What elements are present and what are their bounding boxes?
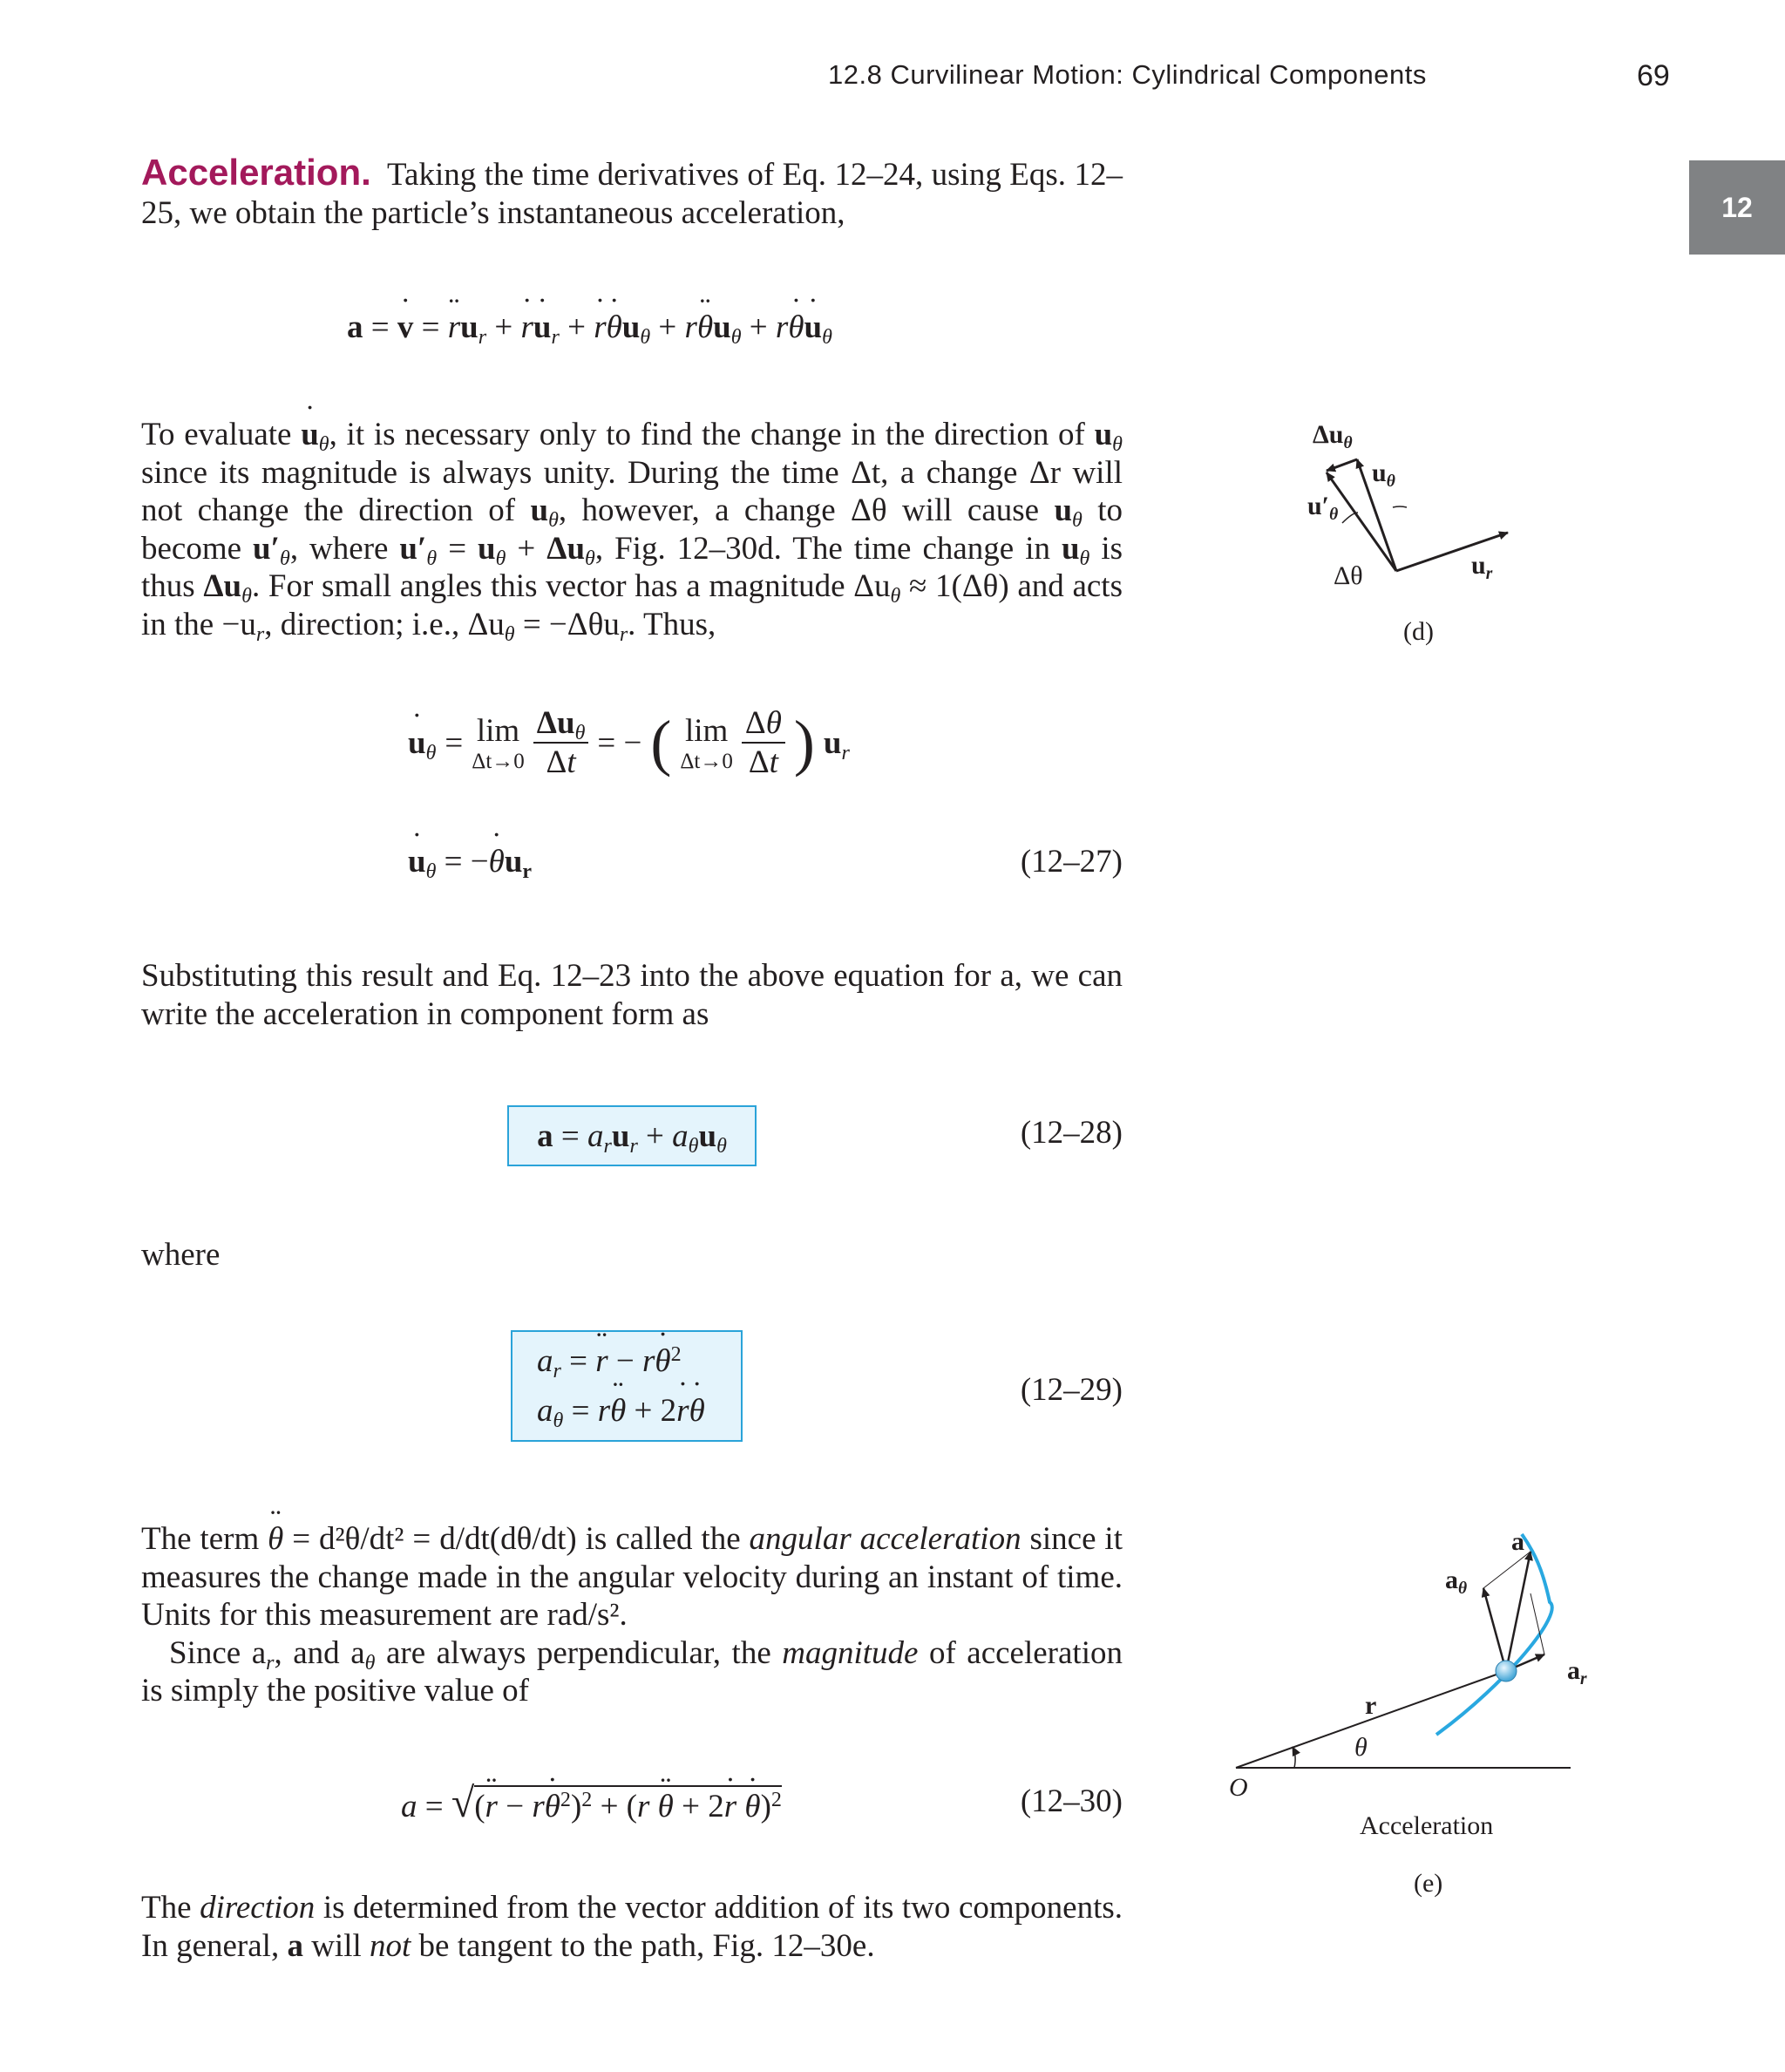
figure-d-delta-theta-label: Δθ xyxy=(1334,561,1363,590)
figure-e-a-label: a xyxy=(1511,1527,1524,1556)
figure-d-delta-u-theta-label: $\Delta u_\theta$ xyxy=(1313,420,1353,452)
a-theta-vector xyxy=(1483,1588,1506,1671)
figure-e-r-label: r xyxy=(1365,1691,1377,1720)
path-curve xyxy=(1436,1534,1552,1735)
equation-number-12-27: (12–27) xyxy=(1020,844,1123,880)
figure-e-caption: Acceleration xyxy=(1360,1811,1494,1840)
particle xyxy=(1496,1661,1517,1681)
figure-e-a-theta-label: $a_\theta$ xyxy=(1445,1566,1468,1598)
figure-e-theta-label: θ xyxy=(1354,1733,1368,1762)
substitution-paragraph: Substituting this result and Eq. 12–23 into the above equation for a, we can write the acceleration in component form as xyxy=(141,958,1123,1032)
intro-text: Taking the time derivatives of Eq. 12–24, using Eqs. 12–25, we obtain the particle’s instantaneous acceleration, xyxy=(141,157,1123,231)
evaluate-paragraph: To evaluate ˙ $u_\theta$, it is necessary only to find the change in the direction of $u_\theta$ since its magnitude is always unity. During the time Δt, a change Δr will not change the direction of $u_\theta$, however, a change Δθ will cause $u_\theta$ to become $u'_\theta$, where $u'_\theta = u_\theta + \Delta u_\theta$, Fig. 12–30d. The time change in $u_\theta$ is thus $\Delta u_\theta$. For small angles this vector has a magnitude $\Delta u_\theta \approx 1(\Delta\theta)$ and acts in the $-u_r$, direction; i.e., $\Delta u_\theta = -\Delta\theta u_r$. Thus, xyxy=(141,416,1123,643)
rotation-arrow xyxy=(1393,506,1407,507)
direction-paragraph: The direction is determined from the vector addition of its two components. In general, a will not be tangent to the path, Fig. 12–30e. xyxy=(141,1890,1123,1964)
page-number: 69 xyxy=(1637,59,1670,92)
equation-number-12-30: (12–30) xyxy=(1020,1783,1123,1819)
equation-12-29-box: $a_r$ = ¨ r − r˙ $\theta^2$ $a_\theta$ = r¨ θ + 2˙ r˙ θ xyxy=(511,1330,743,1442)
chapter-tab: 12 xyxy=(1689,160,1785,255)
equation-12-28-box: $a = a_ru_r + a_\theta u_\theta$ xyxy=(507,1105,757,1166)
figure-e xyxy=(1211,1499,1604,1796)
figure-e-origin-label: O xyxy=(1229,1773,1248,1802)
acceleration-expansion-equation: a = ˙ v = ¨ $ru_r$ + ˙ r˙ $u_r$ + ˙ r˙ $\theta u_\theta$ + r¨ $\theta u_\theta$ + r˙ θ˙ $u_\theta$ xyxy=(347,309,832,346)
equation-12-30: a = √(¨ r − r˙ $\theta^2)^2 + (r$ ¨ θ + 2˙ r ˙ θ)$^2$ xyxy=(401,1779,782,1827)
figure-d-u-theta-label: $u_\theta$ xyxy=(1372,459,1395,491)
equation-12-27: ˙ $u_\theta$ = −˙ $\theta u_r$ xyxy=(408,843,532,880)
delta-u-theta-vector xyxy=(1327,459,1357,471)
equation-number-12-28: (12–28) xyxy=(1020,1115,1123,1151)
intro-paragraph xyxy=(141,153,1123,232)
figure-e-a-r-label: $a_r$ xyxy=(1567,1656,1587,1688)
limit-equation: ˙ $u_\theta$ = lim Δt→0 $\frac{\Delta u_\theta}{\Delta t}$ = − ( lim Δt→0 $\frac{\Delta\theta}{\Delta t}$ ) $u_r$ xyxy=(408,704,850,781)
figure-e-label: (e) xyxy=(1414,1869,1443,1898)
figure-d-u-theta-prime-label: $u'_\theta$ xyxy=(1307,492,1339,524)
where-text: where xyxy=(141,1237,221,1273)
figure-d-label: (d) xyxy=(1403,617,1434,646)
theta-arc xyxy=(1293,1747,1295,1768)
equation-number-12-29: (12–29) xyxy=(1020,1372,1123,1408)
figure-d-u-r-label: $u_r$ xyxy=(1471,551,1493,583)
running-header: 12.8 Curvilinear Motion: Cylindrical Components xyxy=(828,59,1427,90)
angular-acceleration-paragraph: The term ¨ θ = d²θ/dt² = d/dt(dθ/dt) is called the angular acceleration since it measures the change made in the angular velocity during an instant of time. Units for this measurement are rad/s². Since $a_r$, and $a_\theta$ are always perpendicular, the magnitude of acceleration is simply the positive value of xyxy=(141,1520,1123,1710)
section-heading: Acceleration. xyxy=(141,152,371,193)
